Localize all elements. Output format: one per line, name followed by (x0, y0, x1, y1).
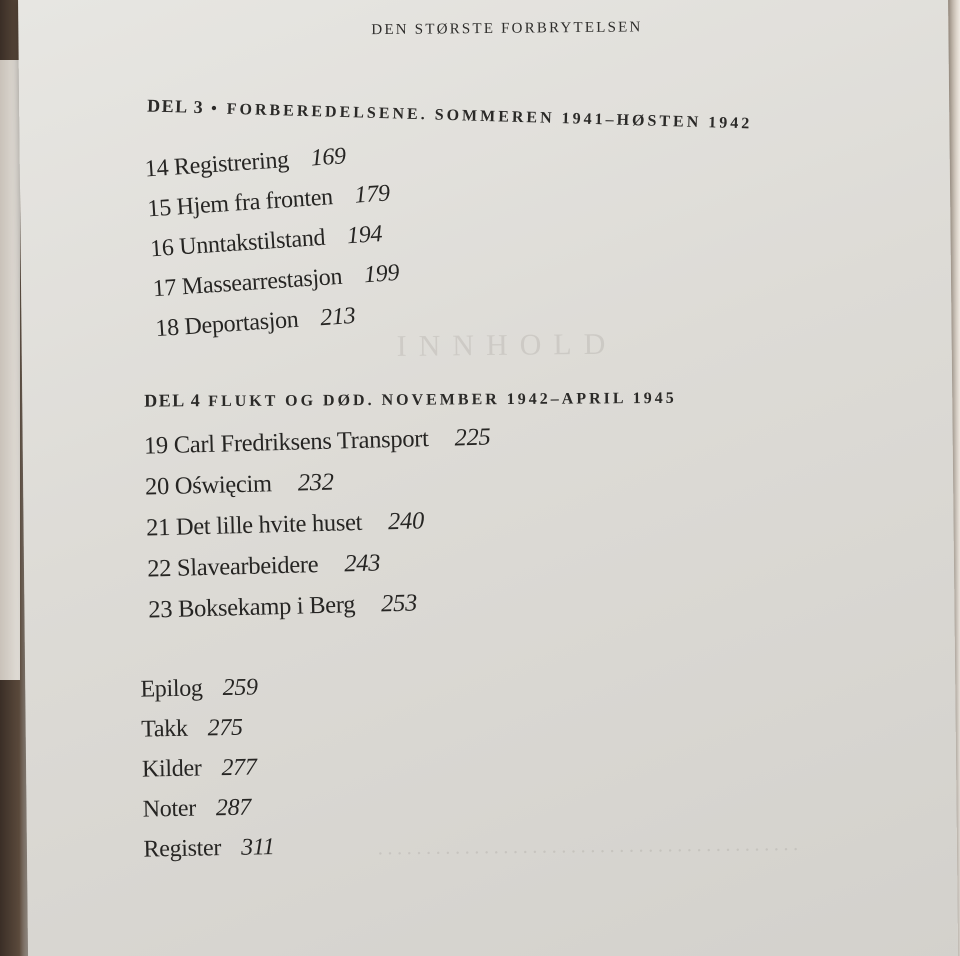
toc-entry[interactable] (142, 747, 274, 790)
page-number: 199 (363, 259, 400, 289)
show-through-text: ············································ (376, 838, 803, 866)
page-number: 277 (221, 754, 257, 782)
part-3-heading (147, 96, 753, 134)
chapter-number: 16 (149, 234, 175, 263)
chapter-number: 19 (143, 431, 169, 460)
chapter-number: 15 (146, 194, 172, 223)
part-4-entries (144, 417, 496, 631)
chapter-title: Det lille hvite huset (175, 508, 363, 541)
part-title: FORBEREDELSENE. SOMMEREN 1941–HØSTEN 1942 (226, 100, 753, 133)
page-number: 225 (454, 423, 491, 452)
page-number: 287 (215, 794, 252, 822)
chapter-number: 21 (145, 513, 171, 542)
page-number: 179 (353, 180, 391, 209)
part-title: FLUKT OG DØD. NOVEMBER 1942–APRIL 1945 (208, 389, 677, 411)
chapter-number: 14 (144, 154, 170, 183)
section-title: Epilog (140, 675, 203, 703)
chapter-title: Carl Fredriksens Transport (173, 425, 429, 459)
chapter-title: Oświęcim (174, 470, 273, 500)
page-number: 194 (346, 220, 383, 250)
part-separator: • (210, 100, 220, 118)
toc-entry[interactable] (141, 707, 273, 750)
chapter-number: 18 (154, 314, 180, 343)
part-label: DEL 3 (146, 95, 205, 118)
chapter-title: Deportasjon (183, 306, 300, 341)
section-title: Noter (142, 795, 197, 823)
page-number: 259 (222, 674, 258, 702)
chapter-title: Slavearbeidere (176, 551, 319, 582)
show-through-text: INNHOLD (396, 327, 618, 363)
page-number: 232 (297, 468, 334, 497)
chapter-number: 22 (146, 554, 172, 583)
chapter-title: Boksekamp i Berg (177, 591, 356, 623)
part-4-heading (144, 387, 677, 412)
book-page (18, 0, 958, 956)
chapter-title: Registrering (173, 146, 290, 181)
chapter-number: 20 (144, 472, 170, 501)
part-label: DEL 4 (144, 390, 202, 411)
toc-entry[interactable] (140, 667, 272, 710)
page-number: 253 (380, 589, 418, 618)
toc-entry[interactable] (142, 787, 274, 830)
page-number: 311 (240, 834, 275, 861)
chapter-number: 23 (147, 595, 173, 624)
chapter-title: Hjem fra fronten (175, 184, 334, 221)
section-title: Takk (140, 715, 188, 743)
toc-entry[interactable] (148, 580, 495, 630)
page-number: 213 (319, 302, 357, 332)
chapter-title: Unntakstilstand (178, 224, 326, 261)
chapter-title: Massearrestasjon (181, 263, 343, 301)
adjacent-page-edge (0, 60, 20, 680)
section-title: Kilder (141, 755, 202, 783)
page-number: 243 (343, 549, 381, 578)
chapter-number: 17 (152, 274, 178, 303)
toc-entry[interactable] (143, 827, 275, 870)
page-number: 275 (207, 714, 243, 742)
part-3-entries (144, 133, 403, 349)
page-number: 169 (309, 143, 347, 172)
running-head: DEN STØRSTE FORBRYTELSEN (371, 19, 643, 39)
page-number: 240 (387, 507, 425, 536)
section-title: Register (143, 835, 222, 863)
back-matter-entries (140, 667, 275, 869)
